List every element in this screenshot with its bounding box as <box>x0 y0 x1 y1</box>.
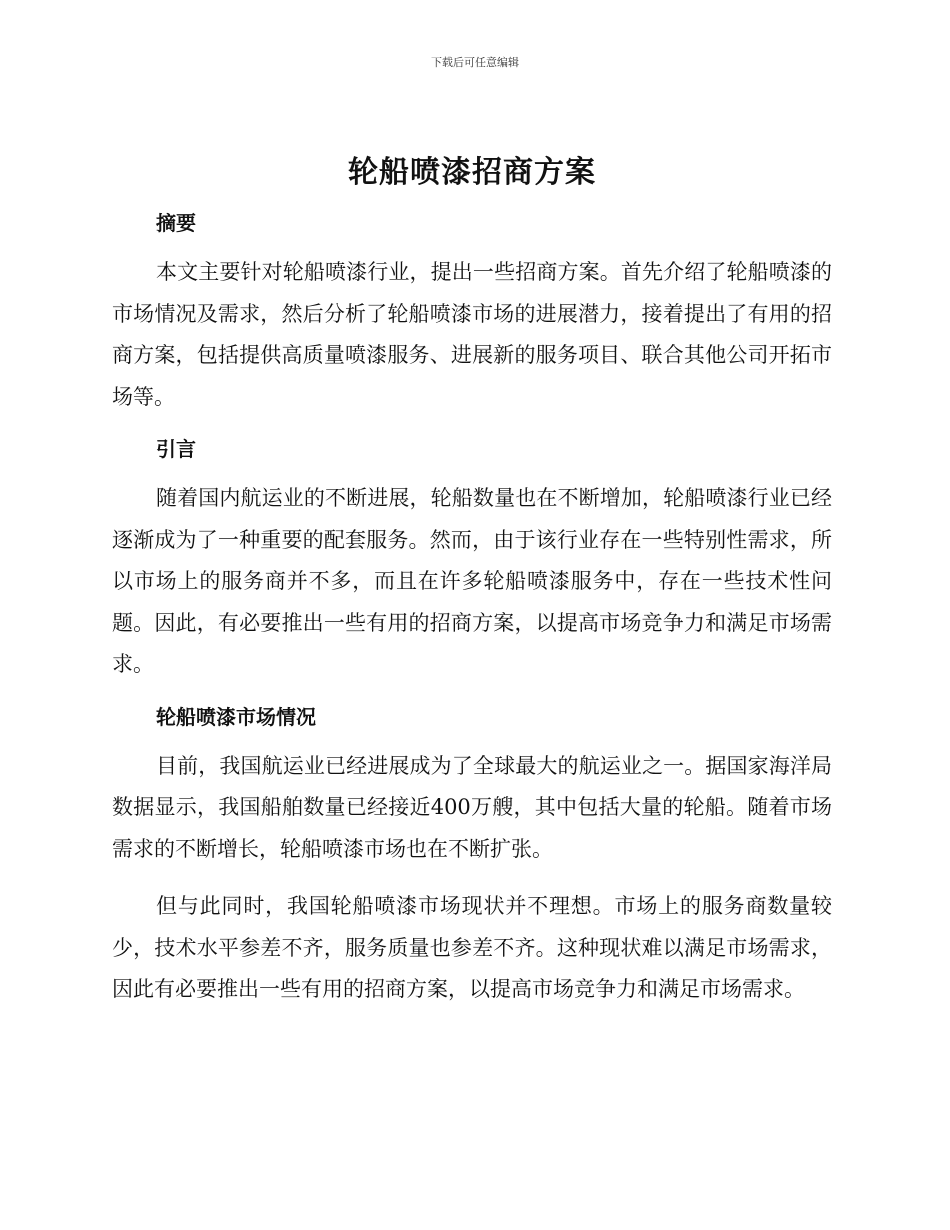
header-note: 下载后可任意编辑 <box>431 56 519 69</box>
market-paragraph-1: 目前，我国航运业已经进展成为了全球最大的航运业之一。据国家海洋局数据显示，我国船舶数量已经接近400万艘，其中包括大量的轮船。随着市场需求的不断增长，轮船喷漆市场也在不断扩张。 <box>112 753 832 861</box>
market-paragraph-2: 但与此同时，我国轮船喷漆市场现状并不理想。市场上的服务商数量较少，技术水平参差不齐，服务质量也参差不齐。这种现状难以满足市场需求，因此有必要推出一些有用的招商方案，以提高市场竞争力和满足市场需求。 <box>112 894 832 1001</box>
section-heading-market: 轮船喷漆市场情况 <box>156 704 316 729</box>
abstract-paragraph: 本文主要针对轮船喷漆行业，提出一些招商方案。首先介绍了轮船喷漆的市场情况及需求，然后分析了轮船喷漆市场的进展潜力，接着提出了有用的招商方案，包括提供高质量喷漆服务、进展新的服务项目、联合其他公司开拓市场等。 <box>112 260 832 409</box>
introduction-paragraph: 随着国内航运业的不断进展，轮船数量也在不断增加，轮船喷漆行业已经逐渐成为了一种重要的配套服务。然而，由于该行业存在一些特别性需求，所以市场上的服务商并不多，而且在许多轮船喷漆服务中，存在一些技术性问题。因此，有必要推出一些有用的招商方案，以提高市场竞争力和满足市场需求。 <box>112 486 832 676</box>
document-title: 轮船喷漆招商方案 <box>348 155 596 190</box>
document-body <box>112 150 832 1027</box>
section-heading-abstract: 摘要 <box>156 211 196 235</box>
section-heading-introduction: 引言 <box>156 437 196 461</box>
